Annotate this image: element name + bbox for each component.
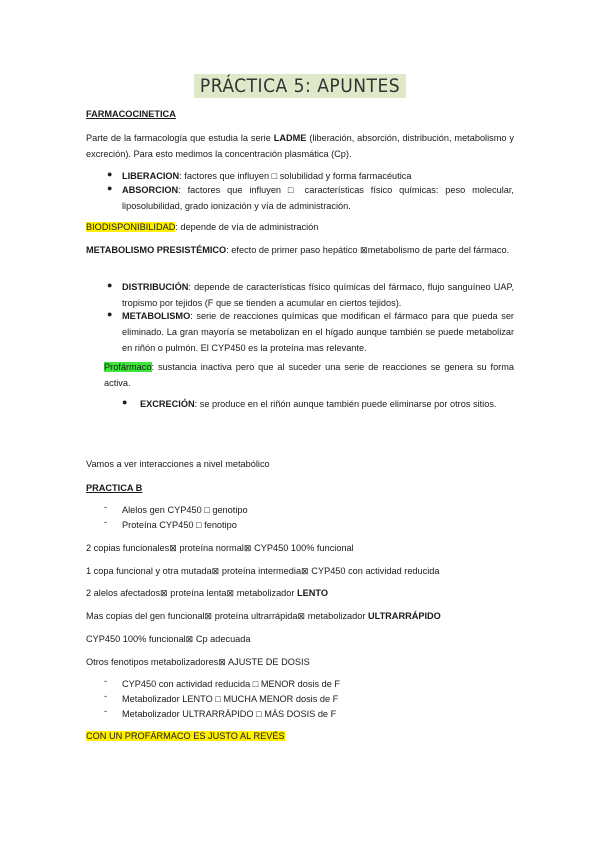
line-mascopias: Mas copias del gen funcional⊠ proteína ultrarrápida⊠ metabolizador ULTRARRÁPIDO — [86, 611, 441, 621]
distribucion-item: DISTRIBUCIÓN: depende de características físico químicas del fármaco, flujo sanguíneo UAP, tropismo por tejidos (F que se tienden a acumular en ciertos tejidos). — [122, 282, 514, 308]
line-otros: Otros fenotipos metabolizadores⊠ AJUSTE DE DOSIS — [86, 657, 310, 667]
dash: - — [104, 676, 108, 686]
bullet-dot: ● — [107, 280, 113, 290]
metabolismo-presistemico: METABOLISMO PRESISTÉMICO: efecto de primer paso hepático ⊠metabolismo de parte del fármaco. — [86, 245, 510, 255]
metabolismo-item: METABOLISMO: serie de reacciones químicas que modifican el fármaco para que pueda ser eliminado. La gran mayoría se metabolizan en el hígado aunque también se puede metabolizar en riñón o pulmón. El CYP450 es la proteína mas relevante. — [122, 311, 514, 353]
dash: - — [104, 706, 108, 716]
dash: - — [104, 517, 108, 527]
dash: - — [104, 691, 108, 701]
dash: - — [104, 502, 108, 512]
page-title — [0, 74, 600, 98]
final-line: CON UN PROFÁRMACO ES JUSTO AL REVÉS — [86, 731, 285, 741]
bullet-dot: ● — [107, 183, 113, 193]
excrecion-item: EXCRECIÓN: se produce en el riñón aunque también puede eliminarse por otros sitios. — [140, 399, 497, 409]
liberacion-item: LIBERACION: factores que influyen □ solubilidad y forma farmacéutica — [122, 171, 412, 181]
line-2copias: 2 copias funcionales⊠ proteína normal⊠ CYP450 100% funcional — [86, 543, 354, 553]
dose-line-1: CYP450 con actividad reducida □ MENOR dosis de F — [122, 679, 340, 689]
farmacocinetica-heading: FARMACOCINETICA — [86, 109, 176, 119]
practica-b-heading: PRACTICA B — [86, 483, 143, 493]
line-1copa: 1 copa funcional y otra mutada⊠ proteína intermedia⊠ CYP450 con actividad reducida — [86, 566, 440, 576]
proteina-line: Proteína CYP450 □ fenotipo — [122, 520, 237, 530]
bullet-dot: ● — [107, 309, 113, 319]
vamos-line: Vamos a ver interacciones a nivel metabólico — [86, 459, 270, 469]
bullet-dot: ● — [122, 397, 128, 407]
absorcion-item: ABSORCION: factores que influyen □ características físico químicas: peso molecular, liposolubilidad, grado ionización y vía de administración. — [122, 185, 514, 211]
dose-line-2: Metabolizador LENTO □ MUCHA MENOR dosis de F — [122, 694, 339, 704]
line-cyp450: CYP450 100% funcional⊠ Cp adecuada — [86, 634, 251, 644]
profarmaco-line: Profármaco: sustancia inactiva pero que al suceder una serie de reacciones se genera su forma activa. — [104, 362, 514, 388]
alelos-line: Alelos gen CYP450 □ genotipo — [122, 505, 248, 515]
biodisponibilidad-line: BIODISPONIBILIDAD: depende de vía de administración — [86, 222, 319, 232]
intro-paragraph: Parte de la farmacología que estudia la serie LADME (liberación, absorción, distribución, metabolismo y excreción). Para esto medimos la concentración plasmática (Cp). — [86, 133, 514, 159]
dose-line-3: Metabolizador ULTRARRÁPIDO □ MÁS DOSIS de F — [122, 709, 337, 719]
title-text: PRÁCTICA 5: APUNTES — [194, 74, 406, 98]
line-2alelos: 2 alelos afectados⊠ proteína lenta⊠ metabolizador LENTO — [86, 588, 328, 598]
bullet-dot: ● — [107, 169, 113, 179]
